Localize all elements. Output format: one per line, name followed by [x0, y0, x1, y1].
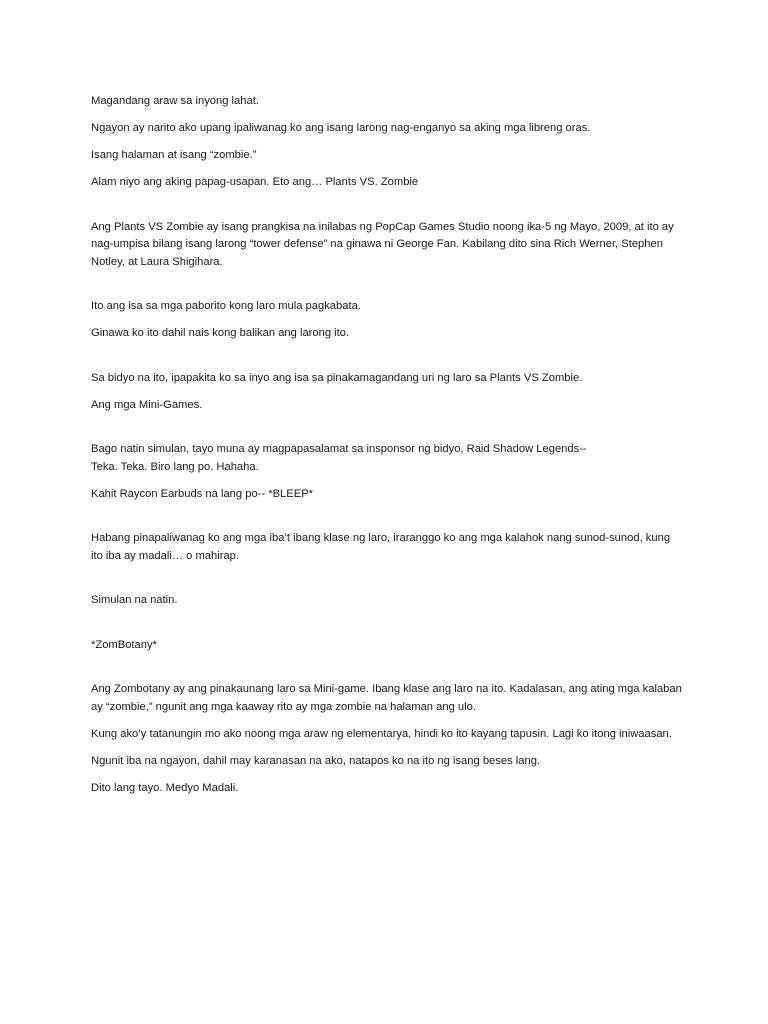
paragraph-start: Simulan na natin. — [91, 594, 178, 606]
paragraph-reason: Ginawa ko ito dahil nais kong balikan ang larong ito. — [91, 327, 350, 339]
paragraph-joke: Teka. Teka. Biro lang po. Hahaha. — [91, 460, 259, 473]
paragraph-intro: Ngayon ay narito ako upang ipaliwanag ko ang isang larong nag-enganyo sa aking mga libreng oras. — [91, 122, 591, 134]
paragraph-zombotany-desc: Ang Zombotany ay ang pinakaunang laro sa Mini-game. Ibang klase ang laro na ito. Kadalasan, ang ating mga kalaban ay “zombie,” ngunit ang mga kaaway rito ay mga zombie na halaman ang ulo. — [91, 683, 682, 713]
paragraph-plant-zombie: Isang halaman at isang “zombie.” — [91, 149, 257, 161]
paragraph-mini-games: Ang mga Mini-Games. — [91, 398, 203, 411]
paragraph-elementary: Kung ako’y tatanungin mo ako noong mga araw ng elementarya, hindi ko ito kayang tapusin. Lagi ko itong iniwaasan. — [91, 727, 672, 740]
paragraph-favorite: Ito ang isa sa mga paborito kong laro mula pagkabata. — [91, 300, 361, 312]
document-body — [91, 93, 683, 807]
paragraph-greeting: Magandang araw sa inyong lahat. — [91, 95, 259, 107]
paragraph-verdict: Dito lang tayo. Medyo Madali. — [91, 781, 239, 794]
paragraph-ranking: Habang pinapaliwanag ko ang mga iba’t ibang klase ng laro, iraranggo ko ang mga kalahok nang sunod-sunod, kung ito iba ay madali… o mahirap. — [91, 532, 671, 562]
section-heading-zombotany: *ZomBotany* — [91, 638, 157, 651]
paragraph-now: Ngunit iba na ngayon, dahil may karanasan na ako, natapos ko na ito ng isang beses lang. — [91, 754, 541, 767]
paragraph-video-purpose: Sa bidyo na ito, ipapakita ko sa inyo ang isa sa pinakamagandang uri ng laro sa Plants VS Zombie. — [91, 371, 583, 384]
paragraph-sponsor: Bago natin simulan, tayo muna ay magpapasalamat sa insponsor ng bidyo, Raid Shadow Legends-- — [91, 443, 587, 455]
paragraph-history: Ang Plants VS Zombie ay isang prangkisa na inilabas ng PopCap Games Studio noong ika-5 ng Mayo, 2009, at ito ay nag-umpisa bilang isang larong “tower defense” na ginawa ni George Fan. Kabilang dito sina Rich Werner, Stephen Notley, at Laura Shigihara. — [91, 220, 674, 268]
paragraph-topic: Alam niyo ang aking papag-usapan. Eto ang… Plants VS. Zombie — [91, 176, 419, 188]
paragraph-bleep: Kahit Raycon Earbuds na lang po-- *BLEEP* — [91, 487, 314, 500]
